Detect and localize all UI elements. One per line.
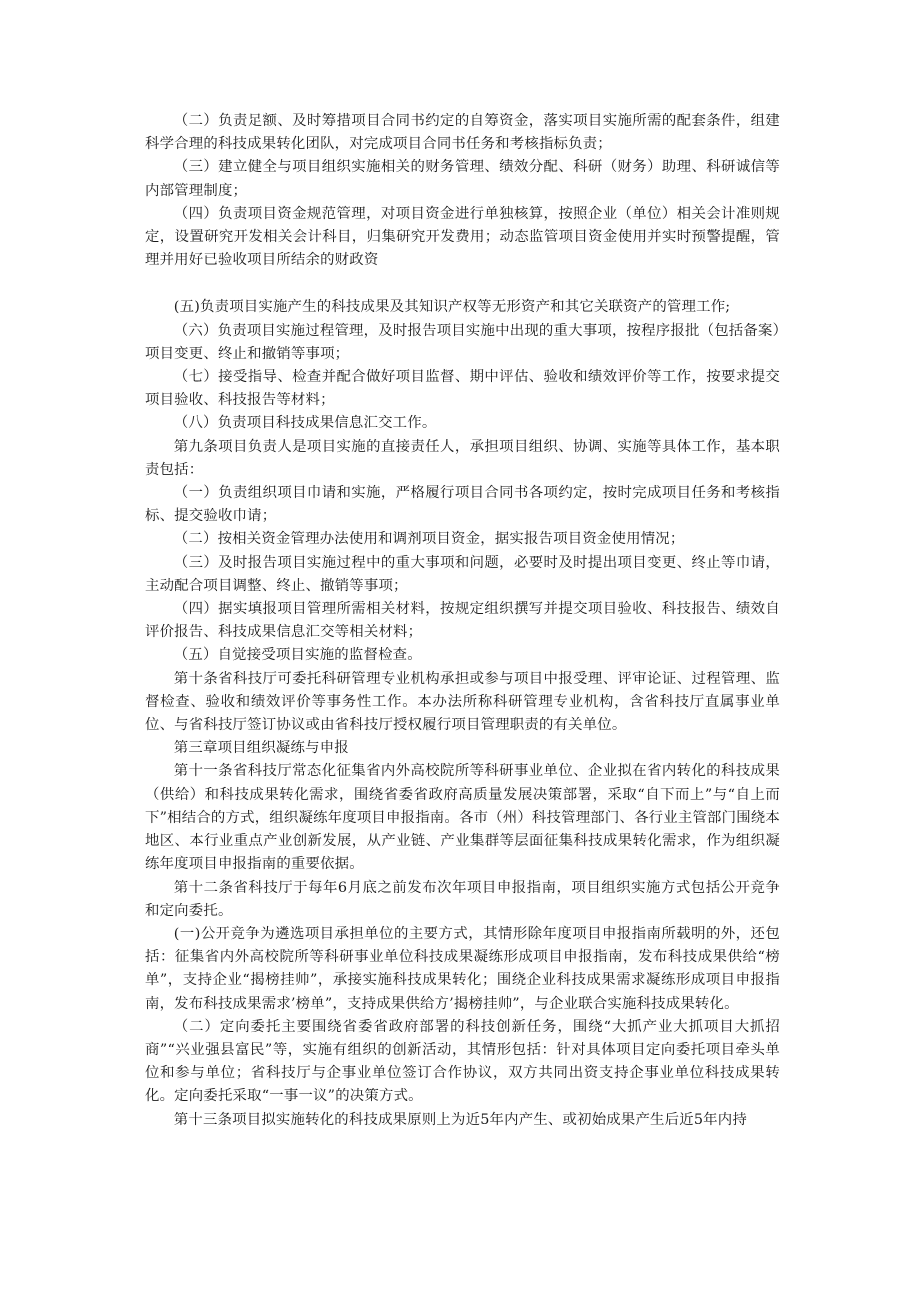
paragraph-5: (五)负责项目实施产生的科技成果及其知识产权等无形资产和其它关联资产的管理工作; [173,299,731,316]
document-body [145,110,780,1132]
paragraph-3: （三）建立健全与项目组织实施相关的财务管理、绩效分配、科研（财务）助理、科研诚信等内部管理制度； [145,159,780,199]
chapter-3-heading: 第三章项目组织凝练与申报 [173,740,349,757]
article-9-item-1: （一）负责组织项目巾请和实施，严格履行项目合同书各项约定，按时完成项目任务和考核指标、提交验收巾请； [145,485,780,525]
article-12-item-2: （二）定向委托主要围绕省委省政府部署的科技创新任务，围绕“大抓产业大抓项目大抓招商”“兴业强县富民”等，实施有组织的创新活动，其情形包括：针对具体项目定向委托项目牵头单位和参与单位；省科技厅与企事业单位签订合作协议，双方共同出资支持企事业单位科技成果转化。定向委托采取“一事一议”的决策方式。 [145,1018,780,1105]
article-11: 第十一条省科技厅常态化征集省内外高校院所等科研事业单位、企业拟在省内转化的科技成果（供给）和科技成果转化需求，围绕省委省政府高质量发展决策部署，采取“自下而上”与“自上而下”相结合的方式，组织凝练年度项目申报指南。各市（州）科技管理部门、各行业主管部门围绕本地区、本行业重点产业创新发展，从产业链、产业集群等层面征集科技成果转化需求，作为组织凝练年度项目申报指南的重要依据。 [145,763,780,873]
paragraph-6: （六）负责项目实施过程管理，及时报告项目实施中出现的重大事项，按程序报批（包括备案）项目变更、终止和撤销等事项； [145,322,780,362]
article-12: 第十二条省科技厅于每年6月底之前发布次年项目申报指南，项目组织实施方式包括公开竞争和定向委托。 [145,879,780,919]
paragraph-8: （八）负责项目科技成果信息汇交工作。 [173,415,437,432]
paragraph-2: （二）负责足额、及时筹措项目合同书约定的自筹资金，落实项目实施所需的配套条件，组建科学合理的科技成果转化团队，对完成项目合同书任务和考核指标负责； [145,113,780,153]
article-9-item-2: （二）按相关资金管理办法使用和调剂项目资金，据实报告项目资金使用情况； [173,531,685,548]
article-9-item-4: （四）据实填报项目管理所需相关材料，按规定组织撰写并提交项目验收、科技报告、绩效自评价报告、科技成果信息汇交等相关材料； [145,601,780,641]
article-10: 第十条省科技厅可委托科研管理专业机构承担或参与项目中报受理、评审论证、过程管理、监督检查、验收和绩效评价等事务性工作。本办法所称科研管理专业机构，含省科技厅直属事业单位、与省科技厅签订协议或由省科技厅授权履行项目管理职责的有关单位。 [145,670,780,734]
article-13: 第十三条项目拟实施转化的科技成果原则上为近5年内产生、或初始成果产生后近5年内持 [173,1111,747,1128]
article-9-item-3: （三）及时报告项目实施过程中的重大事项和问题，必要时及时提出项目变更、终止等巾请，主动配合项目调整、终止、撤销等事项； [145,554,780,594]
paragraph-7: （七）接受指导、检查并配合做好项目监督、期中评估、验收和绩效评价等工作，按要求提交项目验收、科技报告等材料； [145,369,780,409]
article-9-item-5: （五）自觉接受项目实施的监督检查。 [173,647,422,664]
paragraph-4: （四）负责项目资金规范管理，对项目资金进行单独核算，按照企业（单位）相关会计准则规定，设置研究开发相关会计科目，归集研究开发费用；动态监管项目资金使用并实时预警提醒，管理并用好已验收项目所结余的财政资 [145,205,780,269]
article-12-item-1: (一)公开竞争为遴选项目承担单位的主要方式，其情形除年度项目申报指南所载明的外，还包括：征集省内外高校院所等科研事业单位科技成果凝练形成项目申报指南，发布科技成果供给“榜单”，支持企业“揭榜挂帅”，承接实施科技成果转化；围绕企业科技成果需求凝练形成项目申报指南，发布科技成果需求’榜单”，支持成果供给方’揭榜挂帅”，与企业联合实施科技成果转化。 [145,925,780,1012]
article-9: 第九条项目负责人是项目实施的直接责任人，承担项目组织、协调、实施等具体工作，基本职责包括： [145,438,780,478]
